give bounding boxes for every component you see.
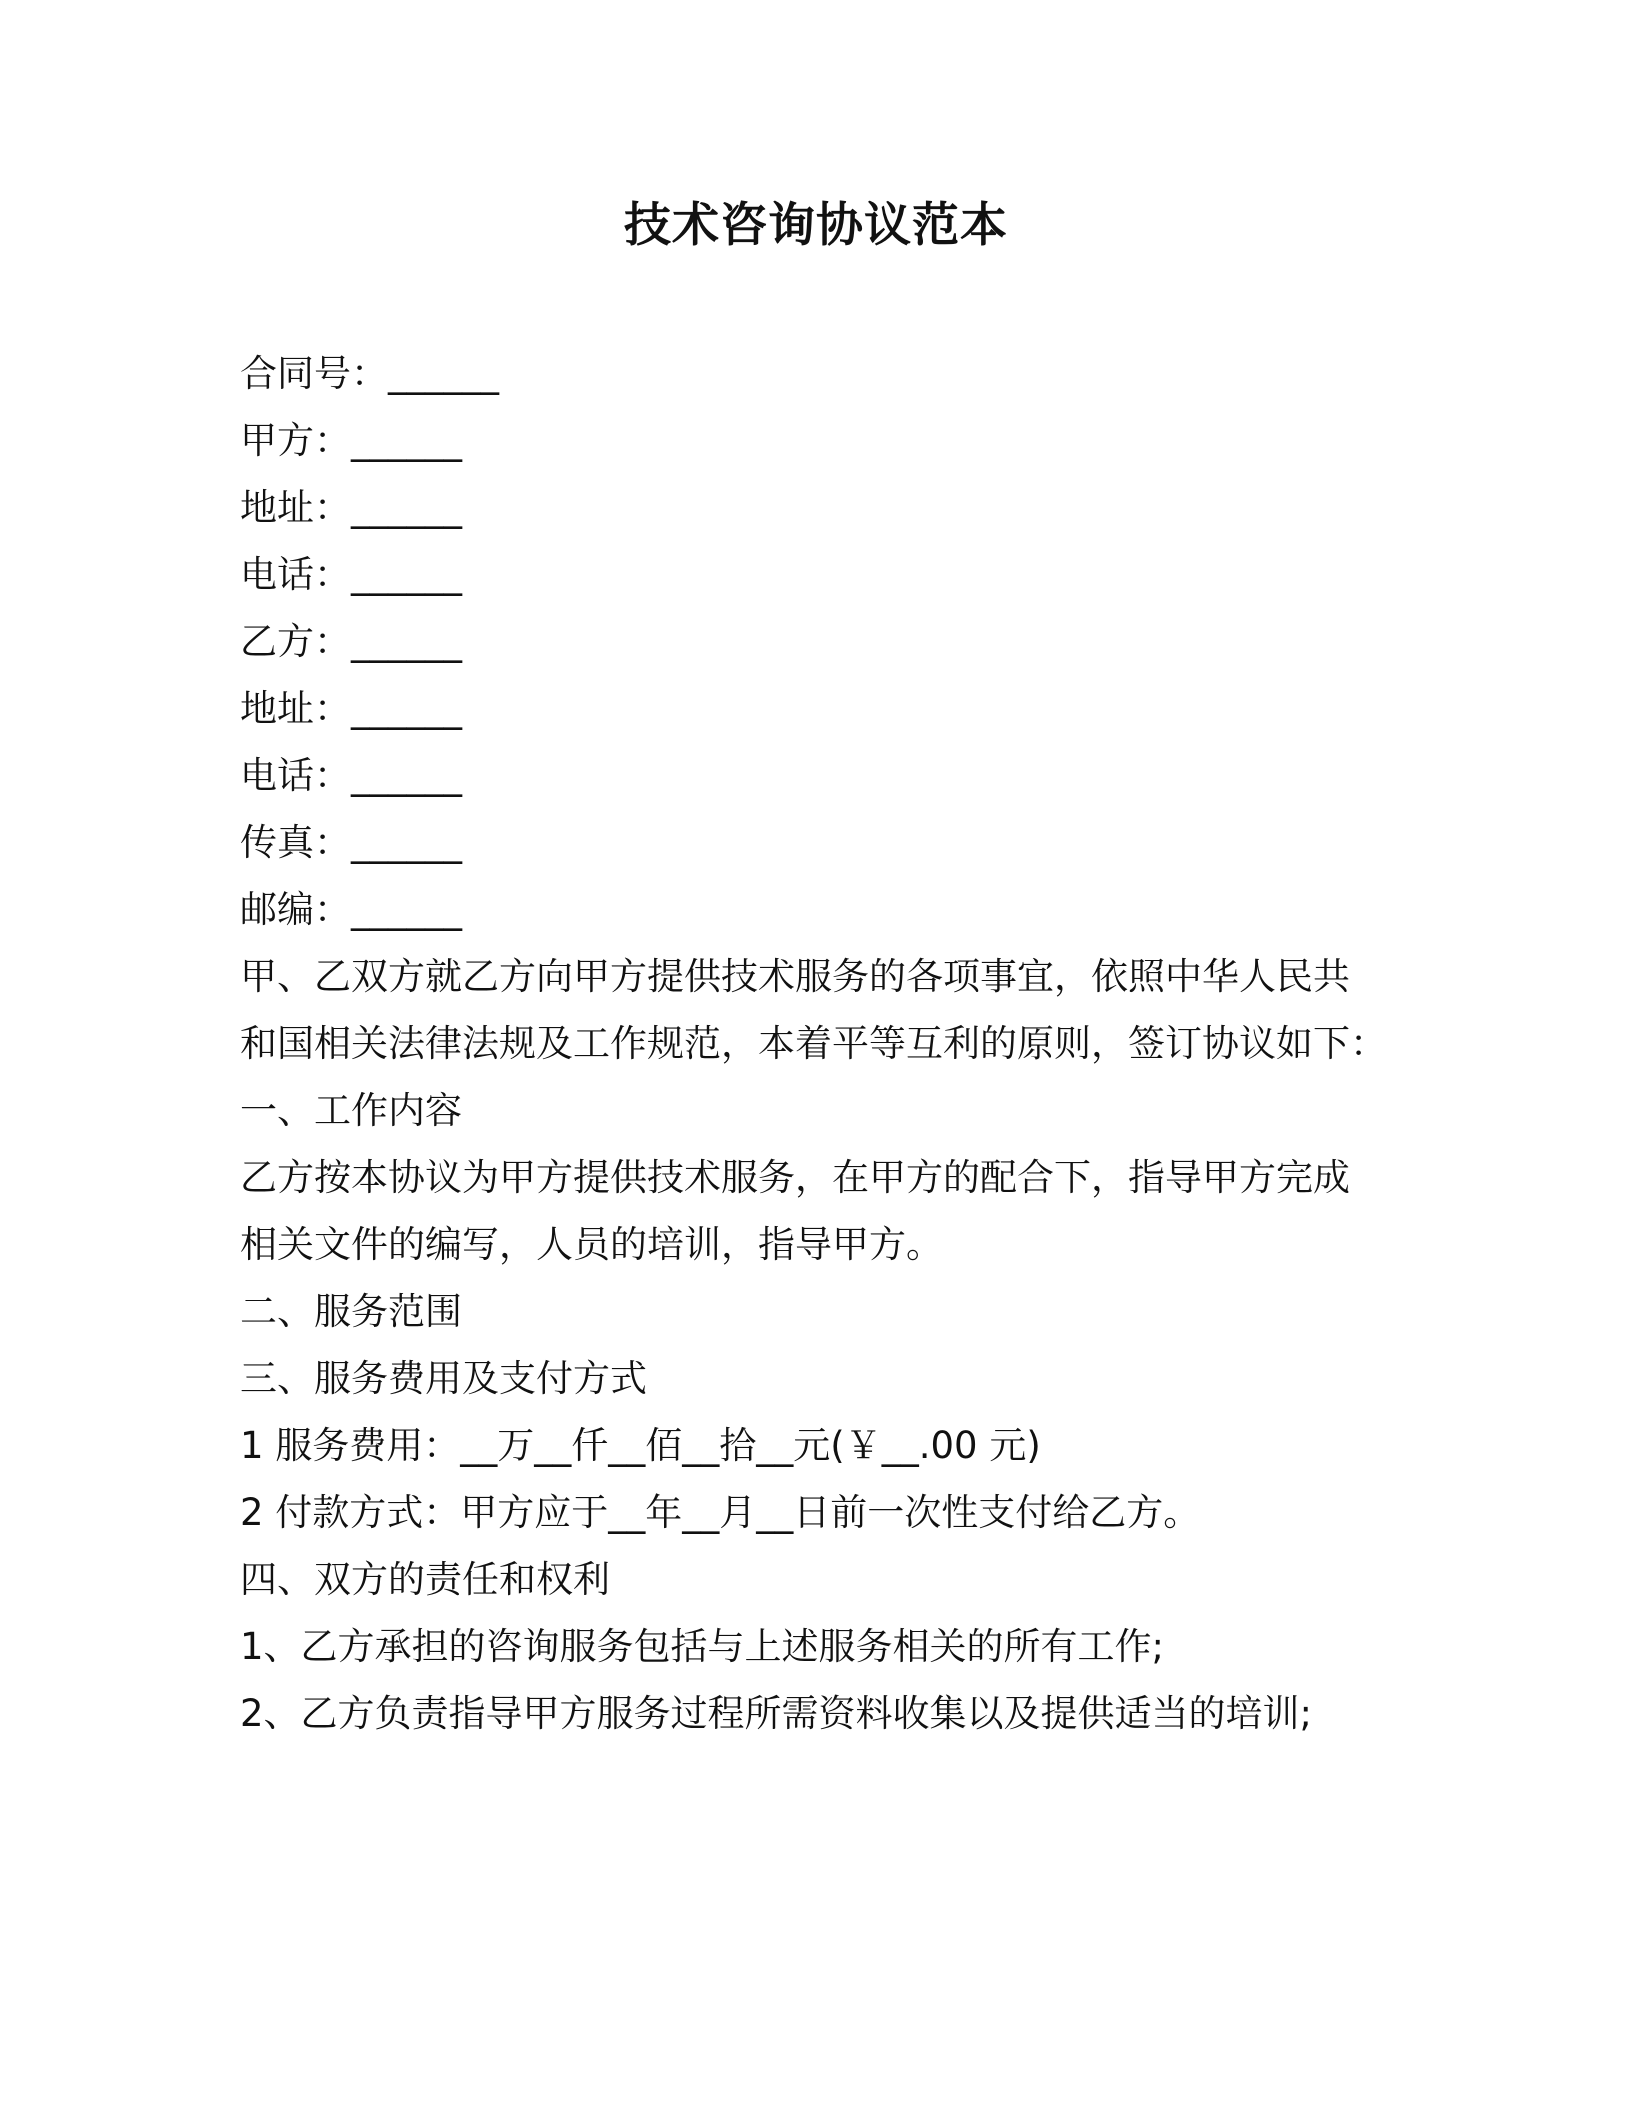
- field-party-b-address: 地址：______: [240, 687, 462, 730]
- document-title: 技术咨询协议范本: [624, 198, 1008, 253]
- section-heading-work-content: 一、工作内容: [240, 1089, 462, 1132]
- work-content-line-2: 相关文件的编写，人员的培训，指导甲方。: [240, 1223, 943, 1266]
- field-party-b: 乙方：______: [240, 620, 462, 663]
- responsibility-item-1: 1、乙方承担的咨询服务包括与上述服务相关的所有工作;: [240, 1625, 1165, 1668]
- section-heading-responsibilities: 四、双方的责任和权利: [240, 1558, 610, 1601]
- responsibility-item-2: 2、乙方负责指导甲方服务过程所需资料收集以及提供适当的培训;: [240, 1692, 1313, 1735]
- intro-paragraph-line-2: 和国相关法律法规及工作规范，本着平等互利的原则，签订协议如下：: [240, 1022, 1387, 1065]
- section-heading-service-scope: 二、服务范围: [240, 1290, 462, 1333]
- field-party-b-postcode: 邮编：______: [240, 888, 462, 931]
- field-party-a: 甲方：______: [240, 419, 462, 462]
- field-party-b-phone: 电话：______: [240, 754, 462, 797]
- section-heading-fees-payment: 三、服务费用及支付方式: [240, 1357, 647, 1400]
- field-contract-number: 合同号：______: [240, 352, 499, 395]
- intro-paragraph-line-1: 甲、乙双方就乙方向甲方提供技术服务的各项事宜，依照中华人民共: [240, 955, 1350, 998]
- document-body: [240, 340, 1400, 1747]
- field-party-b-fax: 传真：______: [240, 821, 462, 864]
- field-party-a-address: 地址：______: [240, 486, 462, 529]
- work-content-line-1: 乙方按本协议为甲方提供技术服务，在甲方的配合下，指导甲方完成: [240, 1156, 1350, 1199]
- service-fee-line: 1 服务费用：__万__仟__佰__拾__元(￥__.00 元): [240, 1424, 1041, 1467]
- payment-method-line: 2 付款方式：甲方应于__年__月__日前一次性支付给乙方。: [240, 1491, 1201, 1534]
- field-party-a-phone: 电话：______: [240, 553, 462, 596]
